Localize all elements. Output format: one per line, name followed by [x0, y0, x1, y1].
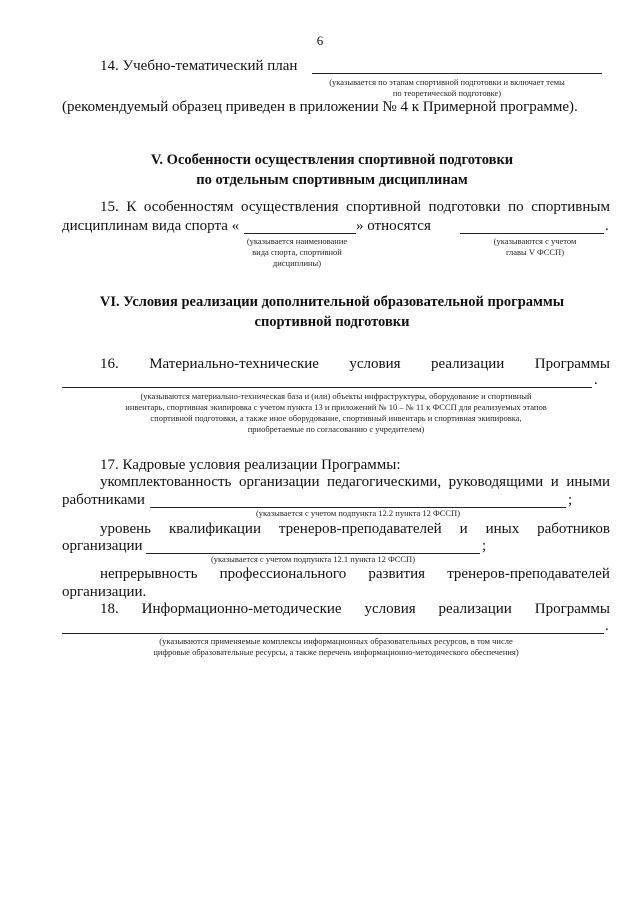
item17-qual-end: ;: [482, 538, 487, 554]
item17-staffing-word: укомплектованность: [100, 474, 232, 490]
item15-word: спортивной: [346, 199, 421, 215]
section6-title: [62, 292, 602, 332]
item17-qual-word: квалификации: [168, 521, 261, 537]
item15-word: спортивным: [531, 199, 610, 215]
item17-qual-word: уровень: [100, 521, 152, 537]
item16-note: [62, 391, 610, 435]
item14-text: 14. Учебно-тематический план: [100, 58, 298, 74]
item14-note-line2: по теоретической подготовке): [392, 88, 502, 98]
item15-note-left: [232, 236, 362, 269]
item15-features-blank: [460, 233, 604, 234]
item18-note-line: цифровые образовательные ресурсы, а также перечень информационно-методического обеспечения): [153, 647, 519, 657]
item15-note-right: [470, 236, 600, 258]
item17-staffing-prefix: работниками: [62, 492, 145, 508]
item15-line2-mid: » относятся: [356, 218, 431, 234]
item17-cont-line1: [100, 566, 610, 583]
item15-word: подготовки: [428, 199, 501, 215]
item16-word: Программы: [534, 356, 610, 372]
item18-word: 18.: [100, 601, 119, 617]
item17-qual-word: и: [459, 521, 468, 537]
item15-note-right-line: главы V ФССП): [505, 247, 565, 257]
item17-qual-word: иных: [485, 521, 520, 537]
section5-title: [62, 150, 602, 190]
item18-word: Информационно-методические: [141, 601, 342, 617]
item15-word: особенностям: [143, 199, 234, 215]
item16-blank: [62, 387, 592, 388]
item15-note-left-line: вида спорта, спортивной: [252, 247, 342, 257]
item15-word: по: [508, 199, 524, 215]
item17-qual-prefix: организации: [62, 538, 143, 554]
item17-cont-word: тренеров-преподавателей: [447, 566, 610, 582]
item18-word: Программы: [534, 601, 610, 617]
item16-line2-end: .: [594, 372, 598, 388]
item17-staffing-word: организации: [238, 474, 320, 490]
item16-note-line: спортивной подготовки, а также иное оборудование, спортивный инвентарь и спортивная экипировка,: [150, 413, 522, 423]
section5-title-line1: V. Особенности осуществления спортивной подготовки: [150, 152, 514, 168]
item15-note-left-line: (указывается наименование: [246, 236, 348, 246]
item15-word: К: [126, 199, 137, 215]
item15-line2-prefix: дисциплинам вида спорта «: [62, 218, 240, 234]
item17-cont-line2: организации.: [62, 584, 147, 600]
item18-word: реализации: [438, 601, 512, 617]
item17-cont-word: профессионального: [219, 566, 347, 582]
item16-note-line: инвентарь, спортивная экипировка с учетом пункта 13 и приложений № 10 – № 11 к ФССП для реализуемых этапов: [125, 402, 547, 412]
item16-word: реализации: [430, 356, 505, 372]
item17-staffing-word: руководящими: [448, 474, 544, 490]
item17-staffing-word: иными: [566, 474, 610, 490]
item17-staffing-line1: [100, 474, 610, 491]
item17-qual-word: работников: [537, 521, 610, 537]
item14-sample-text: (рекомендуемый образец приведен в приложении № 4 к Примерной программе).: [62, 99, 578, 115]
item17-cont-word: непрерывность: [100, 566, 198, 582]
item15-note-right-line: (указываются с учетом: [493, 236, 577, 246]
section6-title-line1: VI. Условия реализации дополнительной образовательной программы: [99, 294, 565, 310]
item18-line1: [100, 601, 610, 618]
item16-word: Материально-технические: [149, 356, 319, 372]
item15-line2-end: .: [605, 218, 609, 234]
item17-staffing-note: (указывается с учетом подпункта 12.2 пункта 12 ФССП): [255, 508, 461, 518]
item14-note-line1: (указывается по этапам спортивной подготовки и включает темы: [329, 77, 565, 87]
item18-note: [62, 636, 610, 658]
item14-blank: [312, 73, 602, 74]
item16-note-line: приобретаемые по согласованию с учредителем): [247, 424, 425, 434]
section5-title-line2: по отдельным спортивным дисциплинам: [196, 172, 468, 188]
item15-note-left-line: дисциплины): [272, 258, 322, 268]
item18-blank: [62, 633, 604, 634]
item16-line1: [100, 356, 610, 373]
section6-title-line2: спортивной подготовки: [254, 314, 410, 330]
item16-word: условия: [349, 356, 401, 372]
item15-word: 15.: [100, 199, 119, 215]
item14-note: [292, 77, 602, 99]
item17-staffing-end: ;: [568, 492, 573, 508]
item18-line2-end: .: [605, 618, 609, 634]
item15-sport-blank: [244, 233, 356, 234]
item17-qual-word: тренеров-преподавателей: [278, 521, 442, 537]
item16-note-line: (указываются материально-техническая база и (или) объекты инфраструктуры, оборудование и спортивный: [140, 391, 532, 401]
item17-staffing-word: и: [550, 474, 559, 490]
item17-qual-line1: [100, 521, 610, 538]
page-number: 6: [316, 33, 324, 48]
item16-word: 16.: [100, 356, 119, 372]
item15-line1: [100, 199, 610, 216]
item18-word: условия: [364, 601, 416, 617]
item17-qual-note: (указывается с учетом подпункта 12.1 пункта 12 ФССП): [210, 554, 416, 564]
item18-note-line: (указываются применяемые комплексы информационных образовательных ресурсов, в том числе: [159, 636, 513, 646]
item15-word: осуществления: [240, 199, 339, 215]
item17-staffing-word: педагогическими,: [327, 474, 442, 490]
item17-cont-word: развития: [368, 566, 426, 582]
item17-heading: 17. Кадровые условия реализации Программы:: [100, 457, 401, 473]
